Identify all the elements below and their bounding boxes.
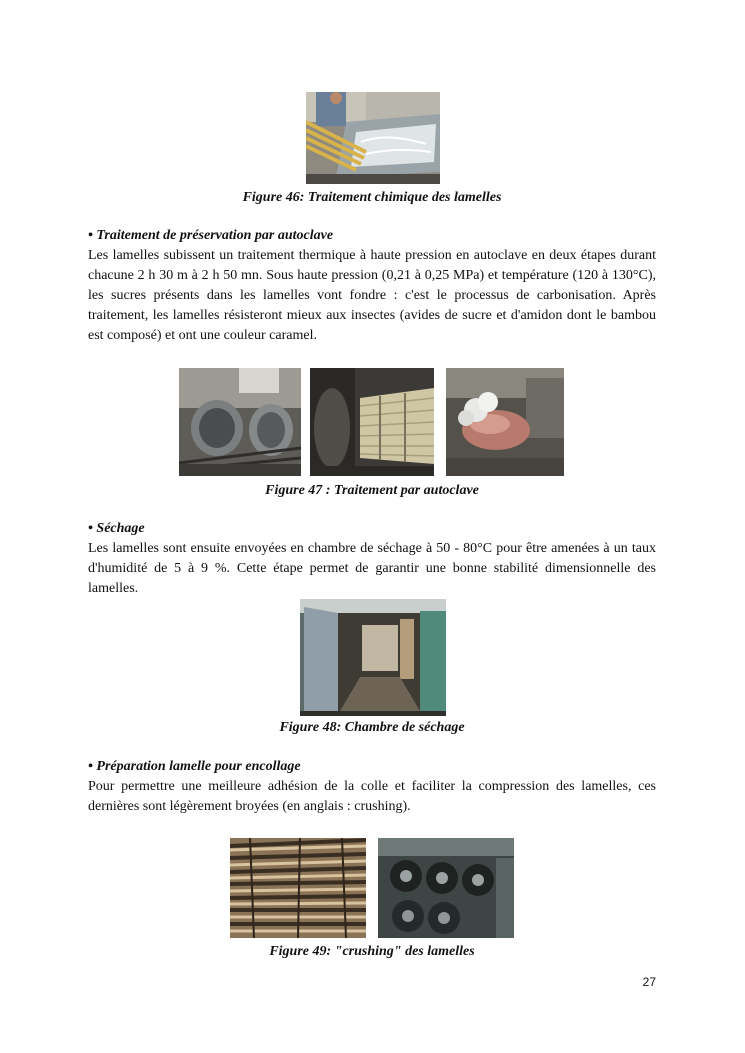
section-body-sechage: Les lamelles sont ensuite envoyées en chambre de séchage à 50 - 80°C pour être amenées à un taux d'humidité de 5 à 9 %. Cette étape permet de garantir une bonne stabilité dimensionnelle des lamelles. (88, 541, 656, 596)
figure-48-photo (300, 599, 446, 716)
figure-46-photo (306, 92, 440, 184)
figure-47-caption: Figure 47 : Traitement par autoclave (265, 483, 479, 498)
figure-49-photo-crushing-rollers (378, 838, 514, 938)
figure-47-photo-steam (446, 368, 564, 476)
figure-46-caption: Figure 46: Traitement chimique des lamelles (242, 190, 502, 205)
figure-47-photo-bamboo-load (310, 368, 434, 476)
section-heading-encollage: • Préparation lamelle pour encollage (88, 759, 301, 774)
figure-48-caption: Figure 48: Chambre de séchage (279, 720, 465, 735)
section-body-encollage: Pour permettre une meilleure adhésion de la colle et faciliter la compression des lamelles, ces dernières sont légèrement broyées (en anglais : crushing). (88, 779, 656, 814)
figure-49-photo-crushed-lamellae (230, 838, 366, 938)
page-number: 27 (642, 975, 656, 989)
section-heading-autoclave: • Traitement de préservation par autoclave (88, 228, 334, 243)
section-body-autoclave: Les lamelles subissent un traitement thermique à haute pression en autoclave en deux étapes durant chacune 2 h 30 m à 2 h 50 mn. Sous haute pression (0,21 à 0,25 MPa) et température (120 à 130°C), les sucres présents dans les lamelles vont fondre : c'est le processus de carbonisation. Après traitement, les lamelles résisteront mieux aux insectes (avides de sucre et d'amidon dont le bambou est composé) et ont une couleur caramel. (88, 248, 656, 343)
figure-47-photo-autoclaves (179, 368, 301, 476)
figure-49-caption: Figure 49: "crushing" des lamelles (269, 944, 475, 959)
section-heading-sechage: • Séchage (88, 521, 145, 536)
